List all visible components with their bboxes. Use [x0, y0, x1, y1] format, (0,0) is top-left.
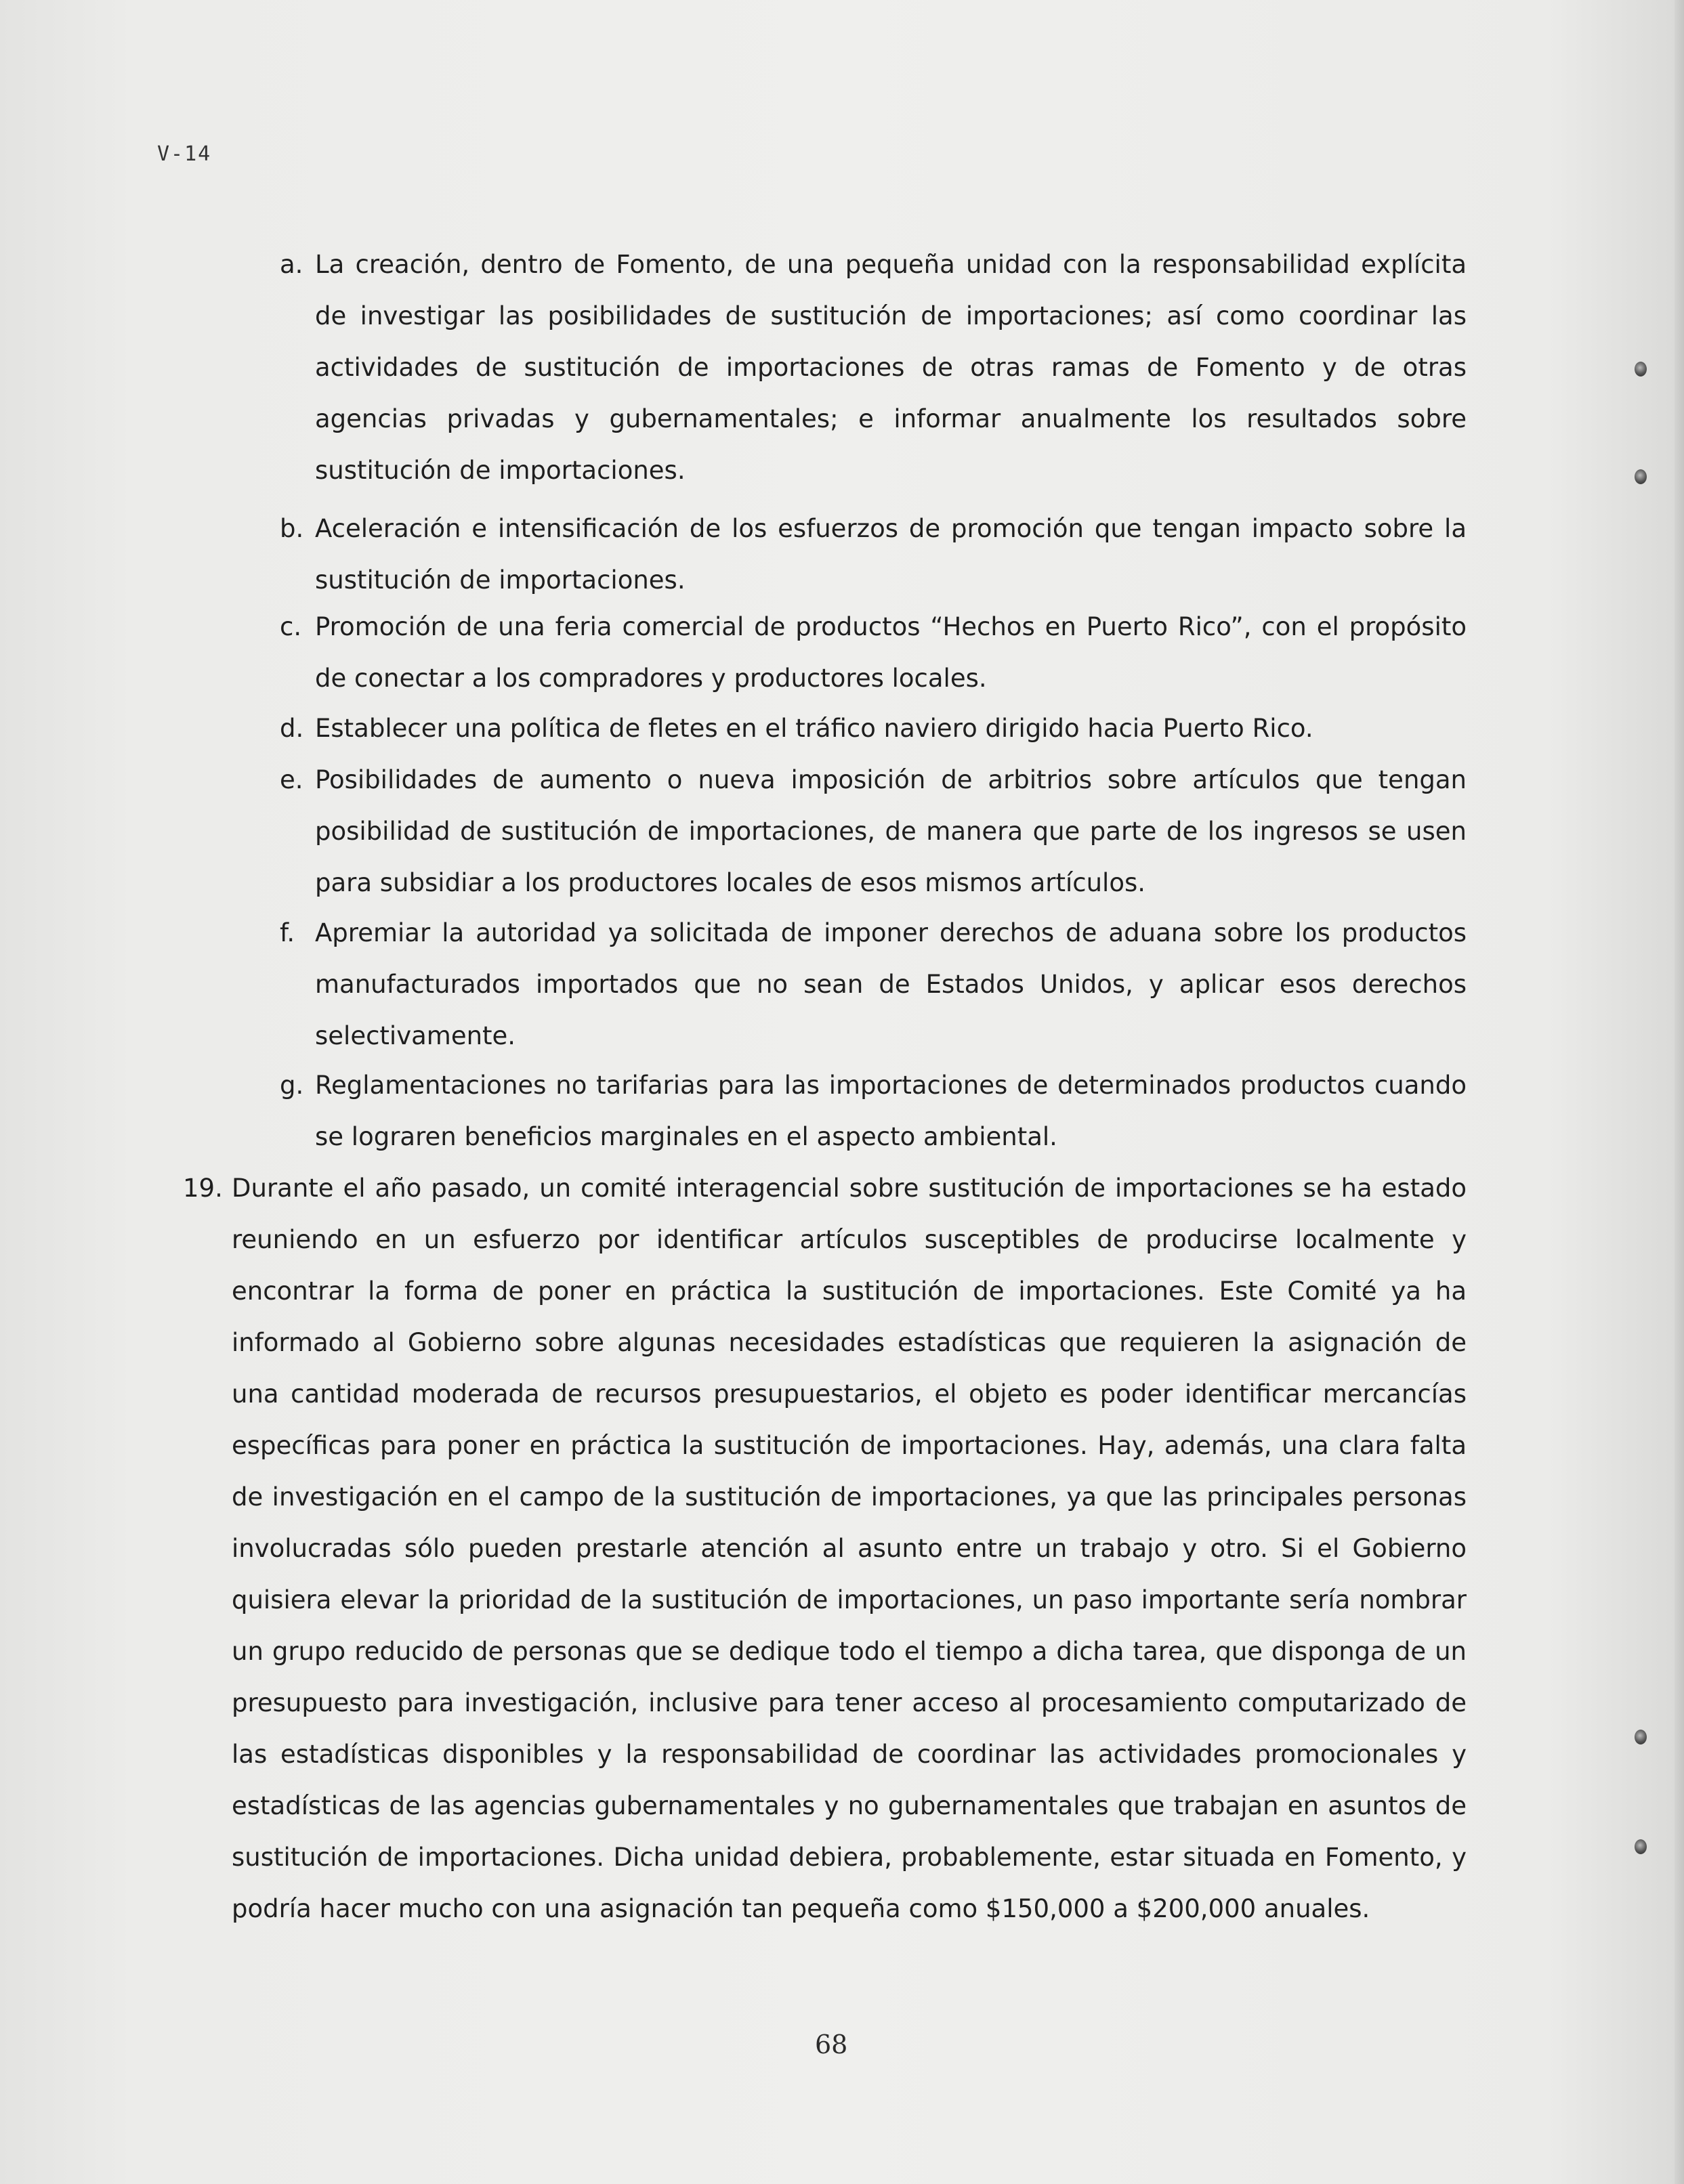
- list-marker: f.: [280, 918, 295, 947]
- list-item-e: [280, 754, 1467, 909]
- list-marker: a.: [280, 250, 303, 279]
- list-item-g: [280, 1060, 1467, 1163]
- binder-hole-mark: [1635, 1839, 1647, 1854]
- paragraph-number: 19.: [183, 1174, 223, 1203]
- binder-hole-mark: [1635, 1730, 1647, 1744]
- page-edge: [1675, 0, 1684, 2184]
- list-marker: b.: [280, 514, 304, 543]
- page-id: V-14: [157, 142, 212, 166]
- list-item-text: Posibilidades de aumento o nueva imposición de arbitrios sobre artículos que tengan posibilidad de sustitución de importaciones, de manera que parte de los ingresos se usen para subsidiar a los productores locales de esos mismos artículos.: [315, 765, 1467, 897]
- list-item-a: [280, 239, 1467, 496]
- paragraph-19: [183, 1163, 1467, 1935]
- list-marker: e.: [280, 765, 303, 794]
- list-item-f: [280, 907, 1467, 1062]
- paragraph-text: Durante el año pasado, un comité interagencial sobre sustitución de importaciones se ha estado reuniendo en un esfuerzo por identificar artículos susceptibles de producirse localmente y encontrar la forma de poner en práctica la sustitución de importaciones. Este Comité ya ha informado al Gobierno sobre algunas necesidades estadísticas que requieren la asignación de una cantidad moderada de recursos presupuestarios, el objeto es poder identificar mercancías específicas para poner en práctica la sustitución de importaciones. Hay, además, una clara falta de investigación en el campo de la sustitución de importaciones, ya que las principales personas involucradas sólo pueden prestarle atención al asunto entre un trabajo y otro. Si el Gobierno quisiera elevar la prioridad de la sustitución de importaciones, un paso importante sería nombrar un grupo reducido de personas que se dedique todo el tiempo a dicha tarea, que disponga de un presupuesto para investigación, inclusive para tener acceso al procesamiento computarizado de las estadísticas disponibles y la responsabilidad de coordinar las actividades promocionales y estadísticas de las agencias gubernamentales y no gubernamentales que trabajan en asuntos de sustitución de importaciones. Dicha unidad debiera, probablemente, estar situada en Fomento, y podría hacer mucho con una asignación tan pequeña como $150,000 a $200,000 anuales.: [232, 1174, 1467, 1923]
- page-number: 68: [815, 2030, 848, 2059]
- list-item-d: [280, 703, 1467, 754]
- binder-hole-mark: [1635, 362, 1647, 377]
- list-marker: g.: [280, 1071, 304, 1100]
- list-marker: c.: [280, 612, 302, 641]
- list-item-text: Promoción de una feria comercial de productos “Hechos en Puerto Rico”, con el propósito de conectar a los compradores y productores locales.: [315, 612, 1467, 693]
- list-item-text: Reglamentaciones no tarifarias para las importaciones de determinados productos cuando se lograren beneficios marginales en el aspecto ambiental.: [315, 1071, 1467, 1151]
- list-item-text: Aceleración e intensificación de los esfuerzos de promoción que tengan impacto sobre la sustitución de importaciones.: [315, 514, 1467, 595]
- list-item-c: [280, 601, 1467, 704]
- list-item-b: [280, 503, 1467, 606]
- list-marker: d.: [280, 714, 304, 743]
- list-item-text: La creación, dentro de Fomento, de una pequeña unidad con la responsabilidad explícita de investigar las posibilidades de sustitución de importaciones; así como coordinar las actividades de sustitución de importaciones de otras ramas de Fomento y de otras agencias privadas y gubernamentales; e informar anualmente los resultados sobre sustitución de importaciones.: [315, 250, 1467, 485]
- list-item-text: Apremiar la autoridad ya solicitada de imponer derechos de aduana sobre los productos manufacturados importados que no sean de Estados Unidos, y aplicar esos derechos selectivamente.: [315, 918, 1467, 1050]
- binder-hole-mark: [1635, 469, 1647, 484]
- list-item-text: Establecer una política de fletes en el tráfico naviero dirigido hacia Puerto Rico.: [315, 714, 1313, 743]
